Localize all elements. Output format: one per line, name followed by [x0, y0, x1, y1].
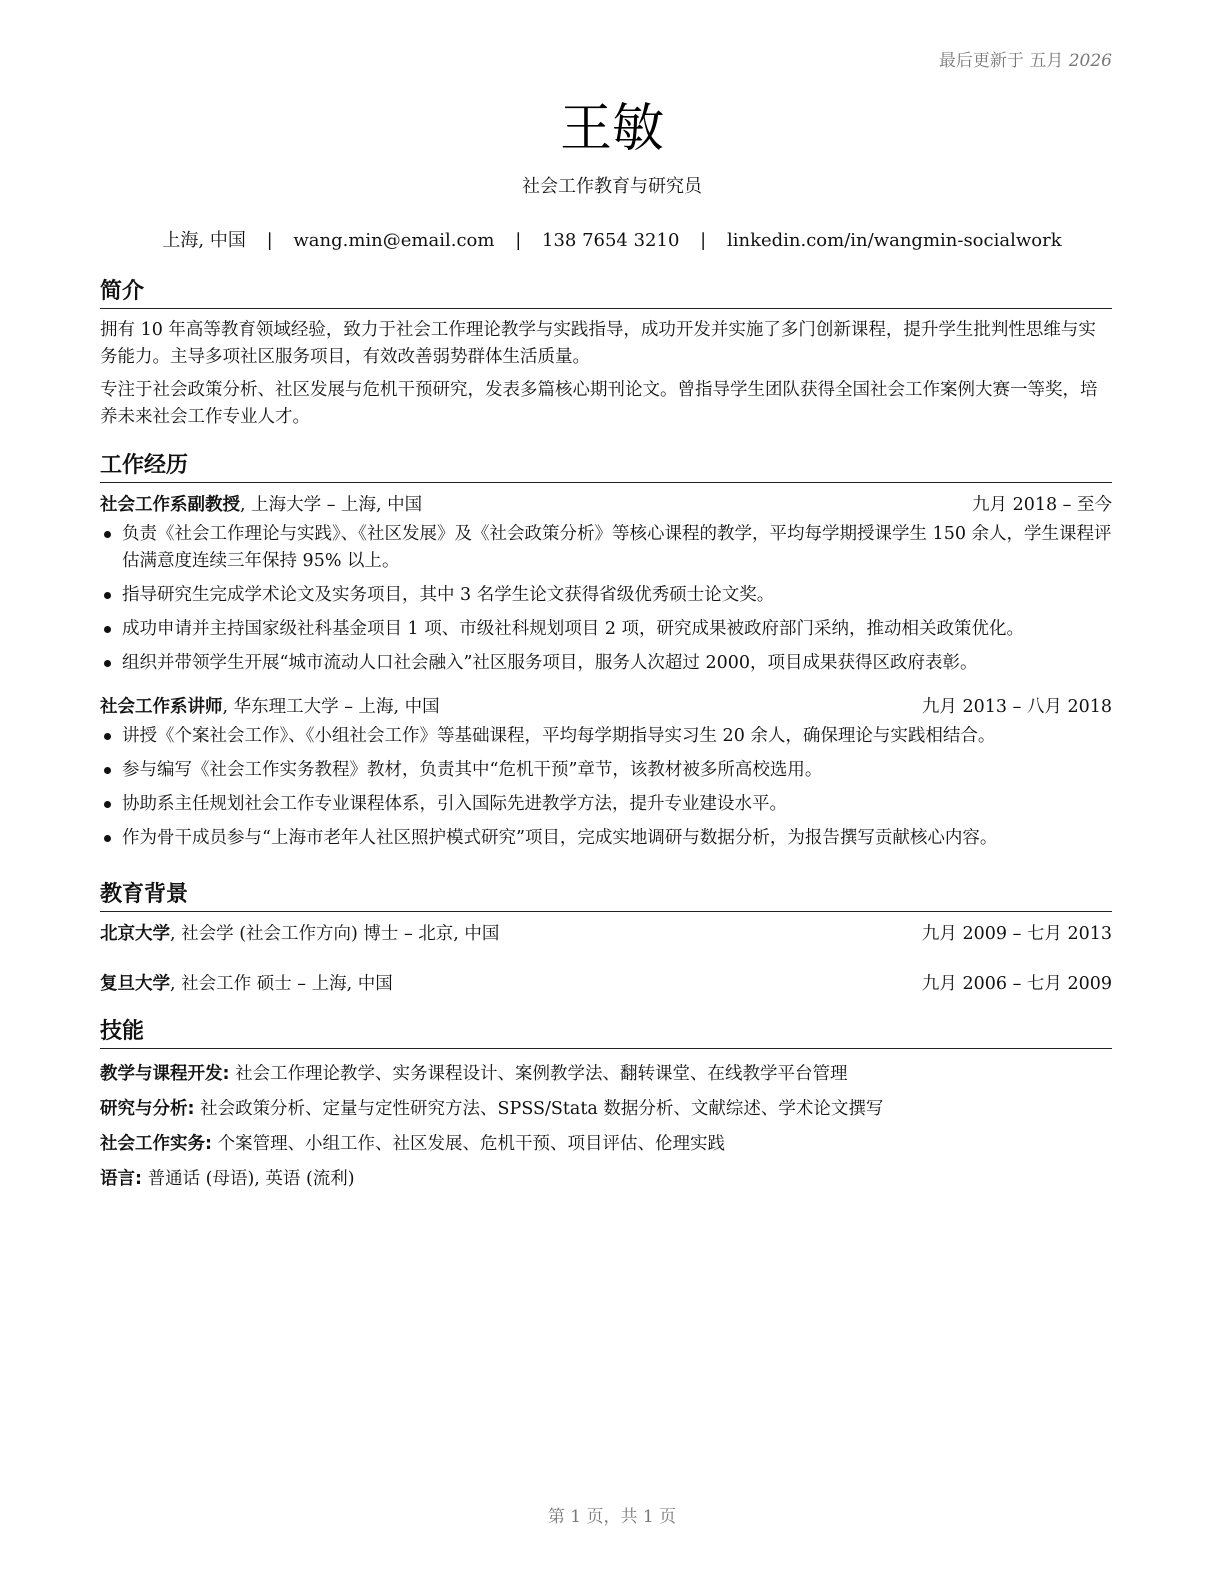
skill-value: 社会政策分析、定量与定性研究方法、SPSS/Stata 数据分析、文献综述、学术论文撰写 — [194, 1099, 884, 1119]
skill-row — [100, 1162, 1112, 1197]
job-header — [100, 693, 1112, 721]
education-dates: 九月 2006 – 七月 2009 — [921, 974, 1112, 994]
skills-section — [100, 1018, 1112, 1197]
skill-label: 研究与分析: — [100, 1099, 195, 1119]
job-dates: 九月 2018 – 至今 — [972, 495, 1112, 515]
last-updated-label: 最后更新于 五月 — [938, 51, 1064, 71]
contact-separator: | — [266, 230, 273, 251]
last-updated-year: 2026 — [1068, 51, 1112, 71]
job-org: , 华东理工大学 – 上海, 中国 — [222, 697, 440, 717]
job-title: 社会工作系讲师 — [100, 697, 223, 717]
skill-value: 个案管理、小组工作、社区发展、危机干预、项目评估、伦理实践 — [212, 1134, 726, 1154]
skill-label: 语言: — [100, 1169, 142, 1189]
skill-row — [100, 1057, 1112, 1092]
education-dates: 九月 2009 – 七月 2013 — [921, 924, 1112, 944]
job-title: 社会工作系副教授 — [100, 495, 240, 515]
education-item — [100, 970, 1112, 998]
school-name: 北京大学 — [100, 924, 170, 944]
skill-row — [100, 1092, 1112, 1127]
education-item — [100, 920, 1112, 948]
section-heading-education: 教育背景 — [100, 881, 1112, 912]
contact-separator: | — [515, 230, 522, 251]
skill-value: 社会工作理论教学、实务课程设计、案例教学法、翻转课堂、在线教学平台管理 — [229, 1064, 848, 1084]
list-item: 指导研究生完成学术论文及实务项目，其中 3 名学生论文获得省级优秀硕士论文奖。 — [100, 582, 1112, 609]
section-heading-experience: 工作经历 — [100, 452, 1112, 483]
candidate-name: 王敏 — [559, 99, 664, 159]
summary-section — [100, 278, 1112, 437]
job-bullets — [100, 723, 1112, 852]
list-item: 负责《社会工作理论与实践》、《社区发展》及《社会政策分析》等核心课程的教学，平均每学期授课学生 150 余人，学生课程评估满意度连续三年保持 95% 以上。 — [100, 521, 1112, 575]
section-heading-summary: 简介 — [100, 278, 1112, 309]
skill-row — [100, 1127, 1112, 1162]
education-section — [100, 881, 1112, 998]
section-heading-skills: 技能 — [100, 1018, 1112, 1049]
job-header — [100, 491, 1112, 519]
list-item: 作为骨干成员参与“上海市老年人社区照护模式研究”项目，完成实地调研与数据分析，为报告撰写贡献核心内容。 — [100, 825, 1112, 852]
list-item: 讲授《个案社会工作》、《小组社会工作》等基础课程，平均每学期指导实习生 20 余人，确保理论与实践相结合。 — [100, 723, 1112, 750]
contact-separator: | — [700, 230, 707, 251]
contact-phone[interactable]: 138 7654 3210 — [542, 230, 680, 251]
contact-line — [0, 226, 1224, 252]
last-updated — [939, 46, 1112, 71]
job-bullets — [100, 521, 1112, 677]
contact-email[interactable]: wang.min@email.com — [293, 230, 495, 251]
degree-detail: , 社会工作 硕士 – 上海, 中国 — [170, 974, 393, 994]
skill-value: 普通话 (母语), 英语 (流利) — [142, 1169, 355, 1189]
skill-label: 教学与课程开发: — [100, 1064, 230, 1084]
candidate-title: 社会工作教育与研究员 — [522, 176, 702, 197]
contact-location: 上海, 中国 — [162, 230, 246, 251]
job-dates: 九月 2013 – 八月 2018 — [921, 697, 1112, 717]
school-name: 复旦大学 — [100, 974, 170, 994]
job-org: , 上海大学 – 上海, 中国 — [240, 495, 423, 515]
skill-label: 社会工作实务: — [100, 1134, 212, 1154]
list-item: 组织并带领学生开展“城市流动人口社会融入”社区服务项目，服务人次超过 2000，项目成果获得区政府表彰。 — [100, 650, 1112, 677]
list-item: 协助系主任规划社会工作专业课程体系，引入国际先进教学方法，提升专业建设水平。 — [100, 791, 1112, 818]
page-number: 第 1 页，共 1 页 — [547, 1507, 677, 1527]
experience-section — [100, 452, 1112, 859]
summary-paragraph: 专注于社会政策分析、社区发展与危机干预研究，发表多篇核心期刊论文。曾指导学生团队获得全国社会工作案例大赛一等奖，培养未来社会工作专业人才。 — [100, 380, 1098, 427]
summary-paragraph: 拥有 10 年高等教育领域经验，致力于社会工作理论教学与实践指导，成功开发并实施了多门创新课程，提升学生批判性思维与实务能力。主导多项社区服务项目，有效改善弱势群体生活质量。 — [100, 320, 1096, 367]
list-item: 成功申请并主持国家级社科基金项目 1 项、市级社科规划项目 2 项，研究成果被政府部门采纳，推动相关政策优化。 — [100, 616, 1112, 643]
contact-linkedin[interactable]: linkedin.com/in/wangmin-socialwork — [726, 230, 1062, 251]
degree-detail: , 社会学 (社会工作方向) 博士 – 北京, 中国 — [170, 924, 500, 944]
list-item: 参与编写《社会工作实务教程》教材，负责其中“危机干预”章节，该教材被多所高校选用。 — [100, 757, 1112, 784]
